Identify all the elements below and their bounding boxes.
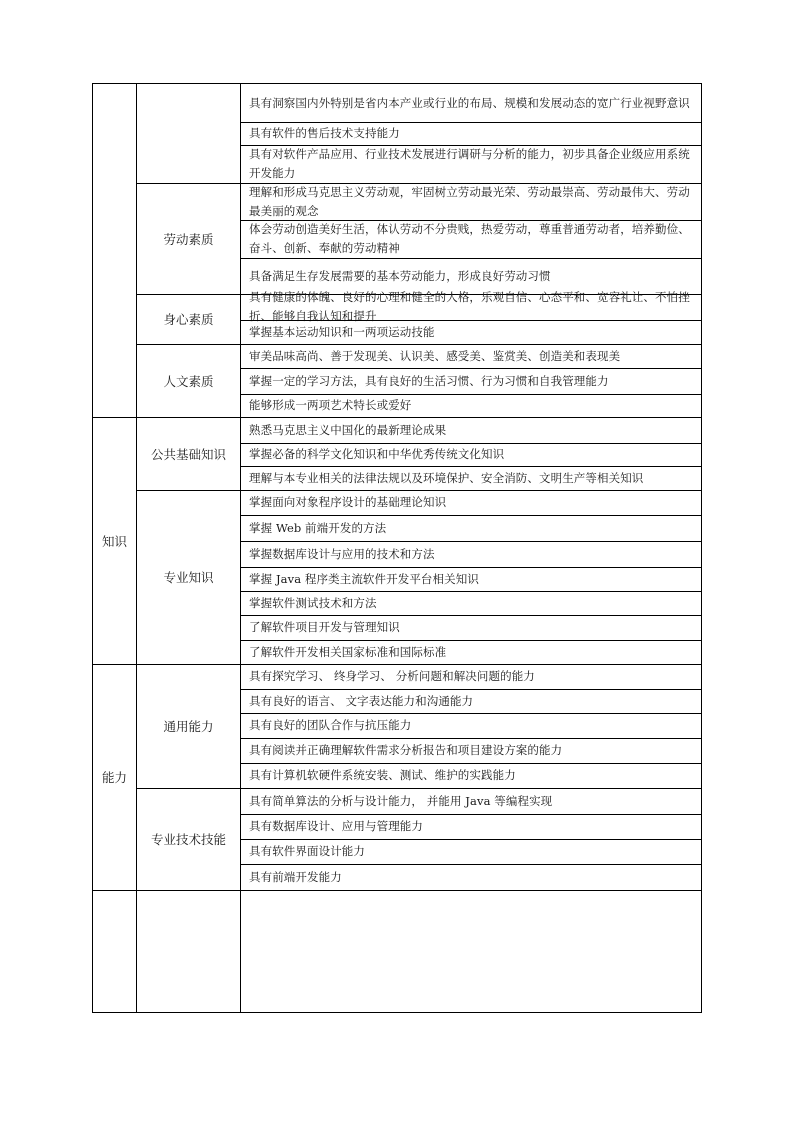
- item-text: 具有简单算法的分析与设计能力， 并能用 Java 等编程实现: [249, 793, 553, 808]
- item-text: 具有良好的团队合作与抗压能力: [249, 718, 412, 732]
- table-row-item: [241, 713, 701, 738]
- table-row-item: [241, 738, 701, 763]
- item-text: 具有软件的售后技术支持能力: [249, 126, 400, 140]
- table-row-item: [241, 640, 701, 664]
- item-text: 具有探究学习、 终身学习、 分析问题和解决问题的能力: [249, 669, 535, 683]
- item-text: 理解和形成马克思主义劳动观，牢固树立劳动最光荣、劳动最崇高、劳动最伟大、劳动最美丽的观念: [249, 184, 690, 218]
- subcategory-label: 劳动素质: [163, 231, 214, 247]
- table-row-item: [241, 466, 701, 490]
- table-row-item: [241, 664, 701, 689]
- subcategory-label: 人文素质: [163, 373, 214, 389]
- item-text: 掌握软件测试技术和方法: [249, 595, 377, 610]
- table-row-item: [241, 864, 701, 890]
- item-text: 具有软件界面设计能力: [249, 844, 365, 858]
- table-row-item: [241, 122, 701, 145]
- item-text: 熟悉马克思主义中国化的最新理论成果: [249, 422, 447, 437]
- item-text: 掌握面向对象程序设计的基础理论知识: [249, 495, 447, 509]
- row-divider: [93, 890, 701, 891]
- table-row-item: [241, 183, 701, 220]
- table-row-item: [241, 788, 701, 814]
- table-row-item: [241, 615, 701, 640]
- category-label: 知识: [101, 533, 127, 549]
- table-row-item: [241, 290, 701, 323]
- subcategory-label: 身心素质: [163, 312, 214, 327]
- subcategory-label: 通用能力: [163, 719, 214, 734]
- item-text: 能够形成一两项艺术特长或爱好: [249, 398, 412, 412]
- item-text: 掌握 Web 前端开发的方法: [249, 520, 387, 535]
- table-row-item: [241, 839, 701, 864]
- table-row-item: [241, 84, 701, 122]
- subcategory-label: 公共基础知识: [150, 446, 226, 462]
- item-text: 掌握 Java 程序类主流软件开发平台相关知识: [249, 571, 479, 586]
- table-row-item: [241, 394, 701, 417]
- item-text: 具有健康的体魄、良好的心理和健全的人格，乐观自信、心态平和、宽容礼让、不怕挫折、能够自我认知和提升: [249, 290, 690, 323]
- subcategory-label: 专业技术技能: [150, 832, 226, 847]
- table-row-item: [241, 417, 701, 443]
- table-row-item: [241, 490, 701, 515]
- item-text: 具有对软件产品应用、行业技术发展进行调研与分析的能力，初步具备企业级应用系统开发能力: [249, 147, 690, 180]
- item-text: 掌握必备的科学文化知识和中华优秀传统文化知识: [249, 447, 505, 461]
- item-text: 具有计算机软硬件系统安装、测试、维护的实践能力: [249, 768, 516, 782]
- table-row-item: [241, 763, 701, 788]
- item-text: 具有数据库设计、应用与管理能力: [249, 819, 423, 833]
- item-text: 具有阅读并正确理解软件需求分析报告和项目建设方案的能力: [249, 743, 563, 757]
- table-row-item: [241, 344, 701, 368]
- table-row-item: [241, 591, 701, 615]
- subcategory-label: 专业知识: [163, 570, 214, 585]
- item-text: 理解与本专业相关的法律法规以及环境保护、安全消防、文明生产等相关知识: [249, 470, 644, 485]
- ability-table: [92, 83, 702, 1013]
- item-text: 体会劳动创造美好生活，体认劳动不分贵贱，热爱劳动，尊重普通劳动者，培养勤俭、奋斗、创新、奉献的劳动精神: [249, 222, 690, 255]
- category-label: 能力: [101, 770, 127, 785]
- table-row-item: [241, 541, 701, 567]
- item-text: 具备满足生存发展需要的基本劳动能力，形成良好劳动习惯: [249, 268, 551, 283]
- table-row-item: [241, 368, 701, 394]
- item-text: 掌握数据库设计与应用的技术和方法: [249, 546, 435, 561]
- item-text: 具有前端开发能力: [249, 869, 342, 884]
- item-text: 具有洞察国内外特别是省内本产业或行业的布局、规模和发展动态的宽广行业视野意识: [249, 95, 690, 110]
- item-text: 了解软件开发相关国家标准和国际标准: [249, 644, 447, 659]
- table-row-item: [241, 814, 701, 839]
- table-row-item: [241, 320, 701, 344]
- item-text: 审美品味高尚、善于发现美、认识美、感受美、鉴赏美、创造美和表现美: [249, 348, 621, 363]
- subcategory-label: [137, 84, 240, 183]
- table-row-item: [241, 145, 701, 183]
- table-row-item: [241, 220, 701, 258]
- table-row-item: [241, 567, 701, 591]
- table-row-item: [241, 689, 701, 713]
- item-text: 具有良好的语言、 文字表达能力和沟通能力: [249, 693, 474, 708]
- category-label: [93, 84, 136, 417]
- item-text: 掌握基本运动知识和一两项运动技能: [249, 324, 435, 339]
- table-row-item: [241, 515, 701, 541]
- table-row-item: [241, 443, 701, 466]
- item-text: 了解软件项目开发与管理知识: [249, 620, 400, 634]
- item-text: 掌握一定的学习方法，具有良好的生活习惯、行为习惯和自我管理能力: [249, 373, 609, 388]
